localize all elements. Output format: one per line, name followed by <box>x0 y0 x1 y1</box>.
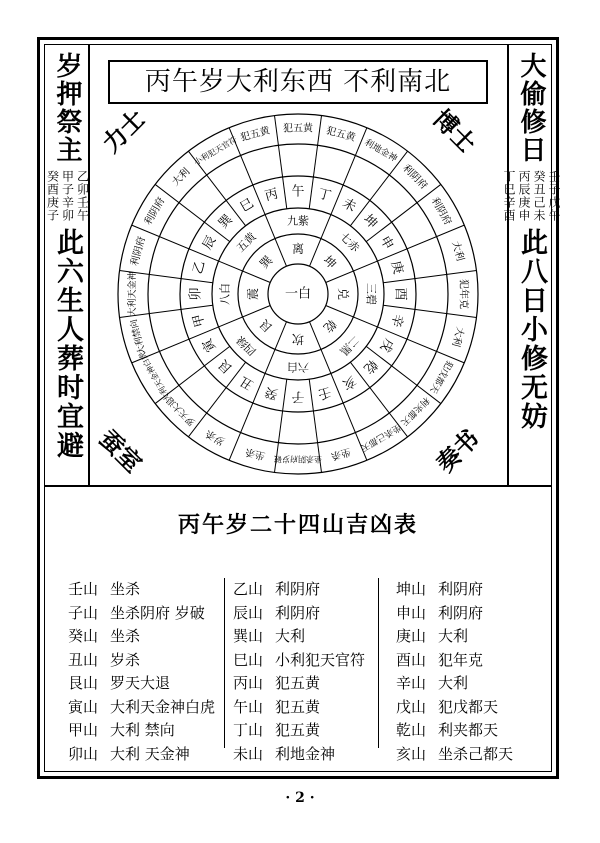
mountain-note: 犯五黄 <box>275 697 321 716</box>
mountain-label: 卯 <box>188 287 204 301</box>
left-day: 癸酉 <box>45 170 60 196</box>
mountain-label: 子 <box>291 388 305 404</box>
flying-star-label: 七赤 <box>337 230 362 255</box>
mountain-label: 亥 <box>339 372 359 393</box>
mountain-note: 坐杀阴府 岁破 <box>110 603 205 622</box>
right-day: 壬子 <box>547 170 561 196</box>
table-row <box>233 719 365 743</box>
flying-star-label: 八白 <box>218 283 232 305</box>
mountain-name: 癸山 <box>68 627 99 645</box>
mountain-name: 卯山 <box>68 744 99 763</box>
flying-star-label: 九紫 <box>287 214 309 228</box>
mountain-note-label: 大利禁向 <box>129 318 149 356</box>
mountain-name: 未山 <box>233 744 264 763</box>
mountain-label: 丑 <box>237 372 257 393</box>
mountain-note: 大利 天金神 <box>110 744 190 763</box>
flying-star-label: 四绿 <box>234 333 259 358</box>
mountain-name: 辛山 <box>396 674 427 692</box>
trigram-label: 巽 <box>256 252 276 272</box>
mountain-note: 利夹都天 <box>438 721 499 739</box>
flying-star-label: 三碧 <box>364 283 378 305</box>
mountain-name: 辰山 <box>233 603 264 622</box>
mountain-note: 坐杀己都天 <box>438 744 514 763</box>
mountain-note: 利阴府 <box>438 603 484 622</box>
mountain-note-label: 利阴府 <box>142 195 168 228</box>
trigram-label: 乾 <box>320 316 340 336</box>
compass-svg <box>88 104 508 484</box>
right-day: 丙辰 <box>517 170 531 196</box>
right-day: 丁巳 <box>502 170 516 196</box>
mountain-name: 寅山 <box>68 697 99 716</box>
mountain-note-label: 坐杀 <box>329 445 352 462</box>
table-row <box>396 625 513 649</box>
mountain-name: 午山 <box>233 697 264 716</box>
table-row <box>68 649 215 673</box>
mountain-note-label: 犯五黄 <box>283 123 313 135</box>
table-row <box>68 602 215 626</box>
right-day: 庚申 <box>517 196 531 222</box>
mountain-note: 利地金神 <box>275 744 336 763</box>
mountain-note: 坐杀 <box>110 580 141 598</box>
mountain-label: 乙 <box>190 259 209 276</box>
mountain-note-label: 利阴府 <box>428 195 454 228</box>
left-panel-title: 岁押祭主 <box>52 52 82 164</box>
table-divider <box>224 578 225 748</box>
mountain-note: 犯五黄 <box>275 674 321 692</box>
mountain-note-label: 大利 <box>449 240 466 263</box>
mountain-note-label: 利夹都天 <box>398 394 431 427</box>
table-row <box>233 578 365 602</box>
mountain-divider <box>366 346 441 403</box>
left-days-2 <box>44 196 90 222</box>
mountain-divider <box>350 151 407 226</box>
left-day: 甲子 <box>60 170 75 196</box>
mountain-note-label: 坐杀阴府岁破 <box>274 454 322 464</box>
mountain-label: 庚 <box>387 259 406 276</box>
mountain-note-label: 利阴府 <box>400 162 430 192</box>
mountain-name: 申山 <box>396 603 427 622</box>
mountain-note: 大利 <box>438 627 469 645</box>
mountain-note: 罗天大退 <box>110 674 171 692</box>
mountain-note: 大利 禁向 <box>110 721 175 739</box>
table-row <box>396 649 513 673</box>
mountain-name: 坤山 <box>396 580 427 598</box>
mountain-label: 艮 <box>215 356 236 377</box>
mountain-label: 午 <box>291 184 305 200</box>
mountain-note-label: 坐杀己都天 <box>358 421 403 453</box>
trigram-label: 兑 <box>336 287 350 301</box>
table-row <box>233 649 365 673</box>
mountain-label: 丁 <box>316 186 333 205</box>
mountain-name: 酉山 <box>396 650 427 669</box>
mountain-name: 乾山 <box>396 721 427 739</box>
mountain-name: 丙山 <box>233 674 264 692</box>
table-row <box>233 672 365 696</box>
mountain-name: 乙山 <box>233 580 264 598</box>
left-days <box>44 170 90 196</box>
table-row <box>396 719 513 743</box>
mountain-label: 巽 <box>215 211 236 232</box>
table-row <box>68 743 215 767</box>
flying-star-label: 二黑 <box>337 333 362 358</box>
table-row <box>233 602 365 626</box>
mountain-name: 壬山 <box>68 580 99 598</box>
table-row <box>396 743 513 767</box>
mountain-label: 未 <box>339 195 359 216</box>
trigram-label: 艮 <box>256 316 276 336</box>
mountain-label: 申 <box>376 233 397 253</box>
right-days <box>502 170 561 196</box>
mountain-note-label: 利阴府 <box>129 235 148 268</box>
table-row <box>233 625 365 649</box>
mountain-name: 亥山 <box>396 744 427 763</box>
mountain-note-label: 岁杀 <box>204 427 227 447</box>
mountain-name: 戊山 <box>396 697 427 716</box>
left-panel-footer: 此六生人葬时宜避 <box>52 228 83 460</box>
corner-label-bottom-right: 奏书 <box>430 424 485 479</box>
mountain-name: 巽山 <box>233 627 264 645</box>
top-banner: 丙午岁大利东西 不利南北 <box>108 60 488 104</box>
table-row <box>68 672 215 696</box>
mountain-note: 大利 <box>275 627 306 645</box>
trigram-label: 坤 <box>320 252 340 272</box>
mountain-note-label: 罗天大退 <box>165 394 198 427</box>
mountain-note-label: 犯年克 <box>457 279 469 309</box>
center-star: 一白 <box>284 286 312 302</box>
mountain-name: 艮山 <box>68 674 99 692</box>
mountain-name: 甲山 <box>68 721 99 739</box>
mountain-label: 乾 <box>360 356 381 377</box>
table-row <box>396 602 513 626</box>
mountain-name: 庚山 <box>396 627 427 645</box>
mountain-note: 小利犯天官符 <box>275 650 366 669</box>
mountain-note: 岁杀 <box>110 650 141 669</box>
right-day: 辛酉 <box>502 196 516 222</box>
mountain-note: 大利 <box>438 674 469 692</box>
mountain-label: 戌 <box>376 335 397 355</box>
mountain-note-label: 坐杀 <box>244 445 267 462</box>
page-number: · 2 · <box>285 790 315 806</box>
corner-label-top-right: 博士 <box>427 104 482 159</box>
mountain-note: 犯戊都天 <box>438 697 499 716</box>
flying-star-label: 五黄 <box>234 230 259 255</box>
left-day: 乙卯 <box>75 170 90 196</box>
mountain-label: 丙 <box>263 186 280 205</box>
mountain-note: 利阴府 <box>438 580 484 598</box>
mountain-label: 寅 <box>199 335 220 355</box>
mountain-note: 利阴府 <box>275 580 321 598</box>
mountain-divider <box>155 184 230 241</box>
table-row <box>68 696 215 720</box>
mountain-note: 犯五黄 <box>275 721 321 739</box>
right-panel <box>502 52 561 431</box>
flying-star-label: 六白 <box>287 360 309 374</box>
table-row <box>68 578 215 602</box>
mountain-name: 子山 <box>68 603 99 622</box>
left-day: 辛卯 <box>60 196 75 222</box>
table-title: 丙午岁二十四山吉凶表 <box>177 513 418 538</box>
table-row <box>396 578 513 602</box>
mountain-name: 丁山 <box>233 721 264 739</box>
table-row <box>233 743 365 767</box>
mountain-note-label: 犯戊都天 <box>427 358 455 395</box>
table-row <box>68 625 215 649</box>
mountain-note-label: 大利天金神 <box>128 271 138 317</box>
mountain-label: 壬 <box>316 383 333 402</box>
mountain-note-label: 犯五黄 <box>239 125 272 144</box>
mountain-note-label: 犯五黄 <box>324 125 357 144</box>
right-panel-title: 大偷修日 <box>516 52 546 164</box>
trigram-label: 震 <box>246 287 260 301</box>
mountain-note-label: 大利 <box>449 325 466 348</box>
mountain-note: 犯年克 <box>438 650 484 669</box>
left-day: 庚子 <box>45 196 60 222</box>
table-row <box>68 719 215 743</box>
mountain-note-label: 小利犯天官符 <box>192 135 239 168</box>
mountain-name: 巳山 <box>233 650 264 669</box>
table-row <box>396 672 513 696</box>
mountain-label: 甲 <box>190 312 209 329</box>
left-panel <box>44 52 90 460</box>
mountain-label: 辰 <box>199 233 220 253</box>
mountain-label: 坤 <box>360 211 381 232</box>
table-divider <box>378 578 379 748</box>
right-days-2 <box>502 196 561 222</box>
right-day: 戊午 <box>547 196 561 222</box>
trigram-label: 坎 <box>291 332 305 346</box>
right-day: 己未 <box>532 196 546 222</box>
mountain-name: 丑山 <box>68 650 99 669</box>
mountain-note: 大利天金神白虎 <box>110 697 216 716</box>
table-column-3 <box>396 578 513 766</box>
right-day: 癸丑 <box>532 170 546 196</box>
mountain-note-label: 大利 <box>170 166 193 189</box>
corner-label-bottom-left: 蚕室 <box>93 424 148 479</box>
left-day: 壬午 <box>75 196 90 222</box>
table-row <box>233 696 365 720</box>
mountain-label: 癸 <box>263 383 280 402</box>
table-row <box>396 696 513 720</box>
right-panel-footer: 此八日小修无妨 <box>516 228 547 431</box>
corner-label-top-left: 力士 <box>96 104 151 159</box>
compass-diagram <box>88 104 508 488</box>
mountain-note: 坐杀 <box>110 627 141 645</box>
mountain-note-label: 大利天金神白虎 <box>137 350 174 403</box>
mountain-label: 巳 <box>237 195 257 216</box>
mountain-divider <box>366 184 441 241</box>
table-column-1 <box>68 578 215 766</box>
mountain-note: 利阴府 <box>275 603 321 622</box>
table-column-2 <box>233 578 365 766</box>
mountain-note-label: 利地金神 <box>362 137 399 165</box>
mountain-divider <box>188 362 245 437</box>
mountain-label: 酉 <box>392 287 408 301</box>
mountain-label: 辛 <box>387 312 406 329</box>
trigram-label: 离 <box>291 242 305 256</box>
